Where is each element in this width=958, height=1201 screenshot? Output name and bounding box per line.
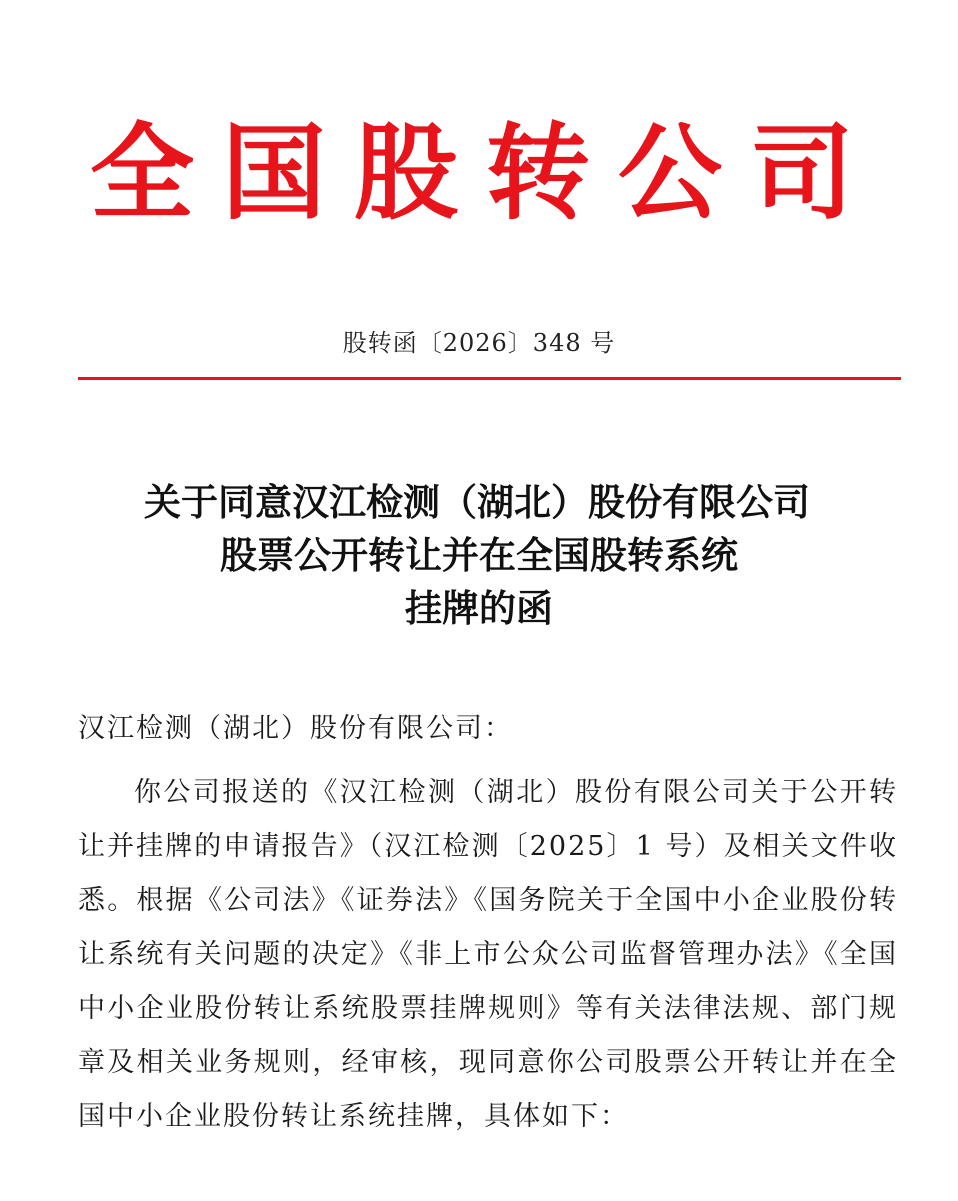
document-title xyxy=(0,476,958,635)
addressee: 汉江检测（湖北）股份有限公司： xyxy=(78,713,513,744)
title-line-2: 股票公开转让并在全国股转系统 xyxy=(220,534,738,577)
document-number: 股转函〔2026〕348 号 xyxy=(342,329,616,357)
body-paragraph-1: 你公司报送的《汉江检测（湖北）股份有限公司关于公开转让并挂牌的申请报告》（汉江检测〔2025〕1 号）及相关文件收悉。根据《公司法》《证券法》《国务院关于全国中小企业股份转让系统有关问题的决定》《非上市公众公司监督管理办法》《全国中小企业股份转让系统股票挂牌规则》等有关法律法规、部门规章及相关业务规则，经审核，现同意你公司股票公开转让并在全国中小企业股份转让系统挂牌，具体如下： xyxy=(78,777,898,1132)
red-divider-line xyxy=(78,377,901,380)
title-line-3: 挂牌的函 xyxy=(405,587,553,630)
title-line-1: 关于同意汉江检测（湖北）股份有限公司 xyxy=(144,481,810,524)
issuer-masthead: 全国股转公司 xyxy=(89,112,882,234)
